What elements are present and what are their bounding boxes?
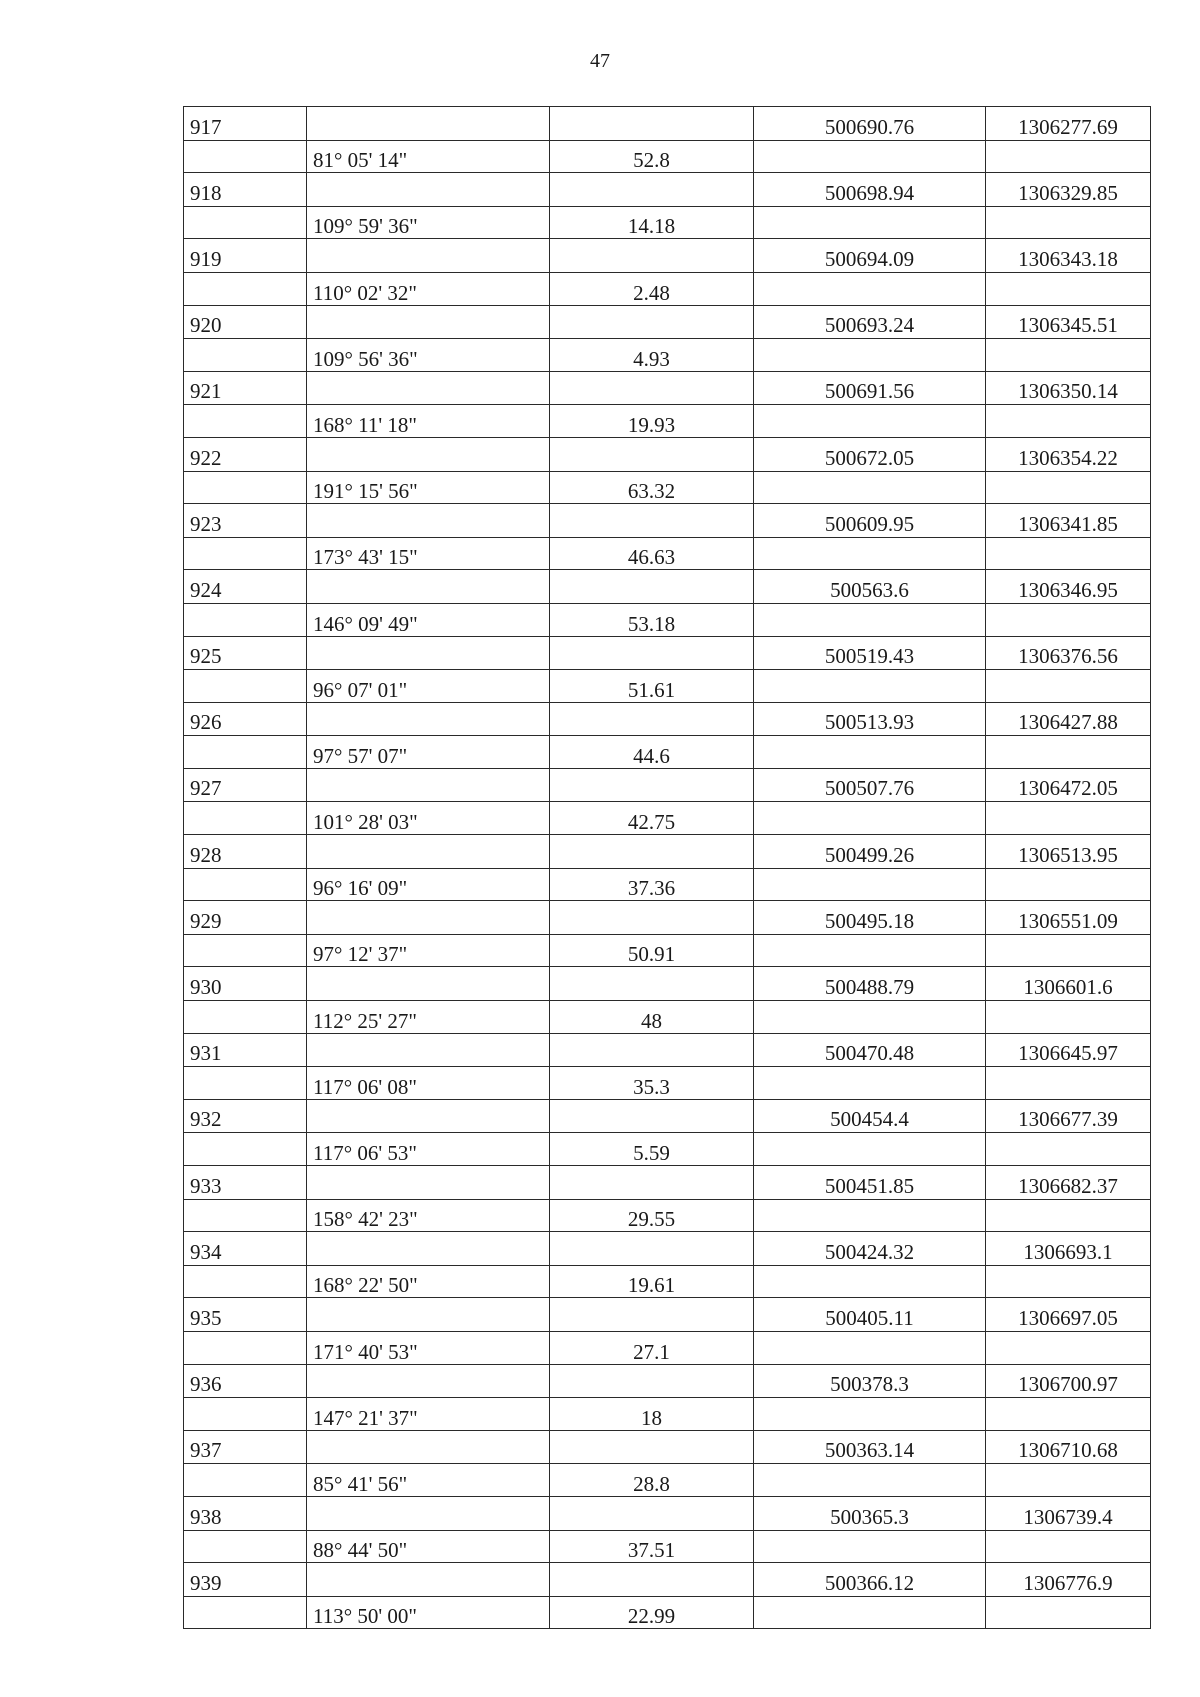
point-row — [184, 1232, 1151, 1266]
segment-row — [184, 1530, 1151, 1563]
coordinates-table-container — [183, 106, 1150, 1629]
point-row — [184, 835, 1151, 869]
distance-cell — [550, 1430, 754, 1464]
point-id-cell: 917 — [184, 107, 307, 141]
point-id-cell — [184, 206, 307, 239]
point-row — [184, 437, 1151, 471]
point-row — [184, 239, 1151, 273]
bearing-cell: 168° 22' 50" — [307, 1265, 550, 1298]
bearing-cell — [307, 1033, 550, 1067]
distance-cell — [550, 239, 754, 273]
bearing-cell — [307, 636, 550, 670]
point-id-cell — [184, 1464, 307, 1497]
x-coordinate-cell — [754, 670, 986, 703]
point-id-cell: 927 — [184, 768, 307, 802]
coordinates-table — [183, 106, 1151, 1629]
x-coordinate-cell — [754, 339, 986, 372]
x-coordinate-cell — [754, 537, 986, 570]
y-coordinate-cell: 1306341.85 — [986, 504, 1151, 538]
y-coordinate-cell — [986, 736, 1151, 769]
distance-cell: 28.8 — [550, 1464, 754, 1497]
segment-row — [184, 1133, 1151, 1166]
x-coordinate-cell: 500470.48 — [754, 1033, 986, 1067]
bearing-cell — [307, 835, 550, 869]
distance-cell — [550, 1364, 754, 1398]
bearing-cell: 168° 11' 18" — [307, 405, 550, 438]
segment-row — [184, 603, 1151, 636]
x-coordinate-cell — [754, 1331, 986, 1364]
bearing-cell: 112° 25' 27" — [307, 1001, 550, 1034]
point-id-cell — [184, 1331, 307, 1364]
y-coordinate-cell: 1306677.39 — [986, 1099, 1151, 1133]
distance-cell — [550, 1496, 754, 1530]
y-coordinate-cell: 1306376.56 — [986, 636, 1151, 670]
bearing-cell: 96° 07' 01" — [307, 670, 550, 703]
segment-row — [184, 1331, 1151, 1364]
segment-row — [184, 405, 1151, 438]
distance-cell: 52.8 — [550, 140, 754, 173]
bearing-cell — [307, 173, 550, 207]
point-id-cell: 926 — [184, 702, 307, 736]
bearing-cell — [307, 1496, 550, 1530]
point-id-cell: 922 — [184, 437, 307, 471]
point-id-cell — [184, 934, 307, 967]
y-coordinate-cell — [986, 1001, 1151, 1034]
point-id-cell: 920 — [184, 305, 307, 339]
point-id-cell — [184, 1133, 307, 1166]
segment-row — [184, 670, 1151, 703]
point-id-cell — [184, 670, 307, 703]
y-coordinate-cell: 1306776.9 — [986, 1563, 1151, 1597]
y-coordinate-cell — [986, 471, 1151, 504]
y-coordinate-cell — [986, 1464, 1151, 1497]
distance-cell: 19.61 — [550, 1265, 754, 1298]
bearing-cell — [307, 1364, 550, 1398]
x-coordinate-cell — [754, 1265, 986, 1298]
distance-cell: 22.99 — [550, 1596, 754, 1629]
distance-cell: 18 — [550, 1398, 754, 1431]
point-id-cell — [184, 471, 307, 504]
point-id-cell — [184, 1265, 307, 1298]
y-coordinate-cell: 1306682.37 — [986, 1166, 1151, 1200]
y-coordinate-cell — [986, 802, 1151, 835]
y-coordinate-cell — [986, 1265, 1151, 1298]
point-id-cell: 928 — [184, 835, 307, 869]
y-coordinate-cell — [986, 1133, 1151, 1166]
x-coordinate-cell: 500519.43 — [754, 636, 986, 670]
distance-cell — [550, 173, 754, 207]
segment-row — [184, 1199, 1151, 1232]
x-coordinate-cell: 500694.09 — [754, 239, 986, 273]
point-id-cell: 932 — [184, 1099, 307, 1133]
y-coordinate-cell — [986, 140, 1151, 173]
y-coordinate-cell: 1306277.69 — [986, 107, 1151, 141]
x-coordinate-cell: 500691.56 — [754, 371, 986, 405]
segment-row — [184, 537, 1151, 570]
point-id-cell: 931 — [184, 1033, 307, 1067]
point-row — [184, 570, 1151, 604]
y-coordinate-cell — [986, 1530, 1151, 1563]
point-id-cell: 918 — [184, 173, 307, 207]
point-row — [184, 1364, 1151, 1398]
bearing-cell: 117° 06' 53" — [307, 1133, 550, 1166]
y-coordinate-cell: 1306329.85 — [986, 173, 1151, 207]
bearing-cell: 146° 09' 49" — [307, 603, 550, 636]
point-row — [184, 173, 1151, 207]
distance-cell: 4.93 — [550, 339, 754, 372]
point-row — [184, 702, 1151, 736]
point-row — [184, 967, 1151, 1001]
x-coordinate-cell — [754, 471, 986, 504]
segment-row — [184, 736, 1151, 769]
x-coordinate-cell: 500690.76 — [754, 107, 986, 141]
segment-row — [184, 802, 1151, 835]
bearing-cell: 158° 42' 23" — [307, 1199, 550, 1232]
bearing-cell: 109° 59' 36" — [307, 206, 550, 239]
bearing-cell: 97° 12' 37" — [307, 934, 550, 967]
x-coordinate-cell: 500378.3 — [754, 1364, 986, 1398]
point-id-cell: 921 — [184, 371, 307, 405]
y-coordinate-cell — [986, 1067, 1151, 1100]
x-coordinate-cell: 500366.12 — [754, 1563, 986, 1597]
distance-cell: 42.75 — [550, 802, 754, 835]
x-coordinate-cell: 500363.14 — [754, 1430, 986, 1464]
point-id-cell — [184, 1199, 307, 1232]
y-coordinate-cell — [986, 1331, 1151, 1364]
x-coordinate-cell — [754, 603, 986, 636]
distance-cell — [550, 967, 754, 1001]
x-coordinate-cell — [754, 934, 986, 967]
point-id-cell: 935 — [184, 1298, 307, 1332]
segment-row — [184, 1265, 1151, 1298]
y-coordinate-cell: 1306427.88 — [986, 702, 1151, 736]
distance-cell — [550, 1563, 754, 1597]
x-coordinate-cell — [754, 1596, 986, 1629]
point-id-cell — [184, 1530, 307, 1563]
distance-cell: 37.51 — [550, 1530, 754, 1563]
x-coordinate-cell: 500609.95 — [754, 504, 986, 538]
segment-row — [184, 1001, 1151, 1034]
x-coordinate-cell — [754, 1001, 986, 1034]
distance-cell: 51.61 — [550, 670, 754, 703]
x-coordinate-cell: 500563.6 — [754, 570, 986, 604]
distance-cell: 48 — [550, 1001, 754, 1034]
point-id-cell — [184, 339, 307, 372]
y-coordinate-cell — [986, 339, 1151, 372]
distance-cell — [550, 570, 754, 604]
x-coordinate-cell — [754, 272, 986, 305]
y-coordinate-cell: 1306513.95 — [986, 835, 1151, 869]
bearing-cell — [307, 1232, 550, 1266]
bearing-cell: 81° 05' 14" — [307, 140, 550, 173]
distance-cell — [550, 835, 754, 869]
distance-cell — [550, 702, 754, 736]
point-row — [184, 504, 1151, 538]
x-coordinate-cell: 500424.32 — [754, 1232, 986, 1266]
distance-cell: 63.32 — [550, 471, 754, 504]
segment-row — [184, 1398, 1151, 1431]
x-coordinate-cell: 500672.05 — [754, 437, 986, 471]
bearing-cell — [307, 1430, 550, 1464]
y-coordinate-cell: 1306472.05 — [986, 768, 1151, 802]
distance-cell — [550, 768, 754, 802]
distance-cell: 5.59 — [550, 1133, 754, 1166]
bearing-cell — [307, 702, 550, 736]
point-id-cell: 938 — [184, 1496, 307, 1530]
x-coordinate-cell: 500499.26 — [754, 835, 986, 869]
x-coordinate-cell — [754, 405, 986, 438]
distance-cell — [550, 1033, 754, 1067]
bearing-cell: 85° 41' 56" — [307, 1464, 550, 1497]
point-id-cell — [184, 1001, 307, 1034]
y-coordinate-cell — [986, 1398, 1151, 1431]
x-coordinate-cell — [754, 1398, 986, 1431]
y-coordinate-cell — [986, 868, 1151, 901]
y-coordinate-cell — [986, 537, 1151, 570]
y-coordinate-cell: 1306739.4 — [986, 1496, 1151, 1530]
point-id-cell: 937 — [184, 1430, 307, 1464]
bearing-cell: 173° 43' 15" — [307, 537, 550, 570]
point-row — [184, 1298, 1151, 1332]
point-id-cell — [184, 1067, 307, 1100]
distance-cell: 37.36 — [550, 868, 754, 901]
point-row — [184, 1033, 1151, 1067]
x-coordinate-cell — [754, 140, 986, 173]
x-coordinate-cell: 500507.76 — [754, 768, 986, 802]
segment-row — [184, 272, 1151, 305]
y-coordinate-cell: 1306346.95 — [986, 570, 1151, 604]
y-coordinate-cell: 1306343.18 — [986, 239, 1151, 273]
distance-cell — [550, 371, 754, 405]
distance-cell: 14.18 — [550, 206, 754, 239]
y-coordinate-cell: 1306350.14 — [986, 371, 1151, 405]
segment-row — [184, 206, 1151, 239]
x-coordinate-cell: 500693.24 — [754, 305, 986, 339]
y-coordinate-cell: 1306697.05 — [986, 1298, 1151, 1332]
x-coordinate-cell: 500454.4 — [754, 1099, 986, 1133]
distance-cell — [550, 305, 754, 339]
bearing-cell: 113° 50' 00" — [307, 1596, 550, 1629]
distance-cell — [550, 437, 754, 471]
point-id-cell — [184, 405, 307, 438]
x-coordinate-cell — [754, 206, 986, 239]
point-id-cell: 934 — [184, 1232, 307, 1266]
x-coordinate-cell: 500495.18 — [754, 901, 986, 935]
point-row — [184, 1166, 1151, 1200]
point-id-cell: 919 — [184, 239, 307, 273]
point-id-cell — [184, 868, 307, 901]
y-coordinate-cell — [986, 934, 1151, 967]
y-coordinate-cell — [986, 1199, 1151, 1232]
x-coordinate-cell: 500451.85 — [754, 1166, 986, 1200]
point-id-cell: 925 — [184, 636, 307, 670]
bearing-cell — [307, 901, 550, 935]
bearing-cell: 96° 16' 09" — [307, 868, 550, 901]
page-number: 47 — [590, 50, 610, 72]
segment-row — [184, 1464, 1151, 1497]
point-id-cell — [184, 140, 307, 173]
distance-cell — [550, 1166, 754, 1200]
point-row — [184, 371, 1151, 405]
x-coordinate-cell: 500488.79 — [754, 967, 986, 1001]
bearing-cell — [307, 1099, 550, 1133]
point-id-cell: 936 — [184, 1364, 307, 1398]
y-coordinate-cell: 1306551.09 — [986, 901, 1151, 935]
distance-cell: 2.48 — [550, 272, 754, 305]
bearing-cell — [307, 371, 550, 405]
point-id-cell — [184, 537, 307, 570]
distance-cell — [550, 1099, 754, 1133]
point-id-cell — [184, 272, 307, 305]
point-row — [184, 636, 1151, 670]
bearing-cell — [307, 967, 550, 1001]
x-coordinate-cell — [754, 1199, 986, 1232]
point-row — [184, 1430, 1151, 1464]
x-coordinate-cell — [754, 1530, 986, 1563]
distance-cell — [550, 504, 754, 538]
bearing-cell — [307, 239, 550, 273]
y-coordinate-cell — [986, 1596, 1151, 1629]
point-id-cell — [184, 736, 307, 769]
bearing-cell: 109° 56' 36" — [307, 339, 550, 372]
point-row — [184, 305, 1151, 339]
segment-row — [184, 140, 1151, 173]
y-coordinate-cell: 1306354.22 — [986, 437, 1151, 471]
x-coordinate-cell: 500365.3 — [754, 1496, 986, 1530]
y-coordinate-cell: 1306601.6 — [986, 967, 1151, 1001]
x-coordinate-cell — [754, 1133, 986, 1166]
bearing-cell — [307, 1166, 550, 1200]
x-coordinate-cell: 500698.94 — [754, 173, 986, 207]
point-row — [184, 1099, 1151, 1133]
point-id-cell — [184, 802, 307, 835]
point-id-cell — [184, 1398, 307, 1431]
x-coordinate-cell — [754, 736, 986, 769]
y-coordinate-cell — [986, 206, 1151, 239]
point-row — [184, 1496, 1151, 1530]
distance-cell: 46.63 — [550, 537, 754, 570]
y-coordinate-cell: 1306645.97 — [986, 1033, 1151, 1067]
bearing-cell — [307, 107, 550, 141]
x-coordinate-cell — [754, 868, 986, 901]
distance-cell — [550, 636, 754, 670]
point-id-cell — [184, 603, 307, 636]
point-id-cell: 929 — [184, 901, 307, 935]
bearing-cell: 171° 40' 53" — [307, 1331, 550, 1364]
bearing-cell: 117° 06' 08" — [307, 1067, 550, 1100]
bearing-cell — [307, 1563, 550, 1597]
distance-cell — [550, 901, 754, 935]
distance-cell: 27.1 — [550, 1331, 754, 1364]
x-coordinate-cell: 500405.11 — [754, 1298, 986, 1332]
x-coordinate-cell: 500513.93 — [754, 702, 986, 736]
point-id-cell: 933 — [184, 1166, 307, 1200]
segment-row — [184, 471, 1151, 504]
bearing-cell — [307, 1298, 550, 1332]
point-row — [184, 768, 1151, 802]
point-id-cell: 930 — [184, 967, 307, 1001]
x-coordinate-cell — [754, 1464, 986, 1497]
distance-cell — [550, 1298, 754, 1332]
segment-row — [184, 1596, 1151, 1629]
bearing-cell — [307, 504, 550, 538]
y-coordinate-cell — [986, 272, 1151, 305]
point-row — [184, 107, 1151, 141]
point-id-cell: 923 — [184, 504, 307, 538]
point-id-cell: 939 — [184, 1563, 307, 1597]
distance-cell: 29.55 — [550, 1199, 754, 1232]
distance-cell — [550, 107, 754, 141]
point-row — [184, 1563, 1151, 1597]
y-coordinate-cell: 1306710.68 — [986, 1430, 1151, 1464]
distance-cell — [550, 1232, 754, 1266]
y-coordinate-cell: 1306700.97 — [986, 1364, 1151, 1398]
segment-row — [184, 339, 1151, 372]
bearing-cell: 88° 44' 50" — [307, 1530, 550, 1563]
x-coordinate-cell — [754, 802, 986, 835]
bearing-cell — [307, 305, 550, 339]
distance-cell: 53.18 — [550, 603, 754, 636]
bearing-cell: 191° 15' 56" — [307, 471, 550, 504]
x-coordinate-cell — [754, 1067, 986, 1100]
bearing-cell: 101° 28' 03" — [307, 802, 550, 835]
segment-row — [184, 934, 1151, 967]
bearing-cell: 110° 02' 32" — [307, 272, 550, 305]
bearing-cell: 147° 21' 37" — [307, 1398, 550, 1431]
point-id-cell: 924 — [184, 570, 307, 604]
point-row — [184, 901, 1151, 935]
distance-cell: 35.3 — [550, 1067, 754, 1100]
distance-cell: 44.6 — [550, 736, 754, 769]
bearing-cell — [307, 570, 550, 604]
bearing-cell: 97° 57' 07" — [307, 736, 550, 769]
bearing-cell — [307, 437, 550, 471]
y-coordinate-cell — [986, 670, 1151, 703]
y-coordinate-cell: 1306345.51 — [986, 305, 1151, 339]
segment-row — [184, 868, 1151, 901]
y-coordinate-cell — [986, 603, 1151, 636]
y-coordinate-cell — [986, 405, 1151, 438]
y-coordinate-cell: 1306693.1 — [986, 1232, 1151, 1266]
point-id-cell — [184, 1596, 307, 1629]
segment-row — [184, 1067, 1151, 1100]
distance-cell: 50.91 — [550, 934, 754, 967]
distance-cell: 19.93 — [550, 405, 754, 438]
bearing-cell — [307, 768, 550, 802]
